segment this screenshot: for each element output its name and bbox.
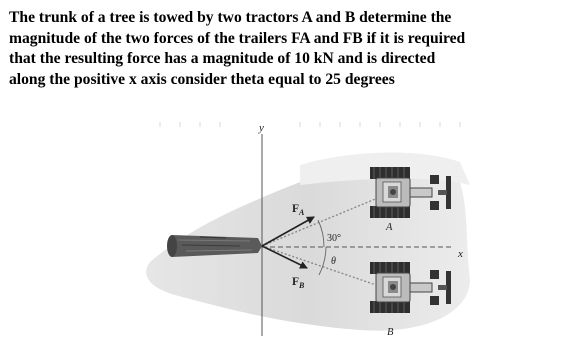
force-b-label: $F_B$ — [292, 276, 305, 290]
y-axis-label: y — [259, 122, 264, 134]
tractor-b-label: B — [387, 327, 394, 338]
force-a-label: $F_A$ — [292, 203, 305, 217]
problem-line-3: that the resulting force has a magnitude of 10 kN and is directed — [9, 50, 436, 68]
problem-line-2: magnitude of the two forces of the trailers FA and FB if it is required — [9, 29, 466, 47]
problem-statement — [9, 8, 565, 90]
tractor-towing-figure — [0, 110, 570, 356]
problem-line-1: The trunk of a tree is towed by two tractors A and B determine the — [9, 9, 452, 26]
tractor-a-label: A — [386, 222, 393, 233]
angle-b-label: θ — [331, 256, 336, 267]
ruler-ticks — [160, 122, 460, 127]
x-axis-label: x — [458, 248, 463, 260]
figure-svg — [0, 110, 570, 356]
problem-line-4: along the positive x axis consider theta equal to 25 degrees — [9, 70, 395, 88]
angle-a-label: 30° — [327, 233, 341, 244]
